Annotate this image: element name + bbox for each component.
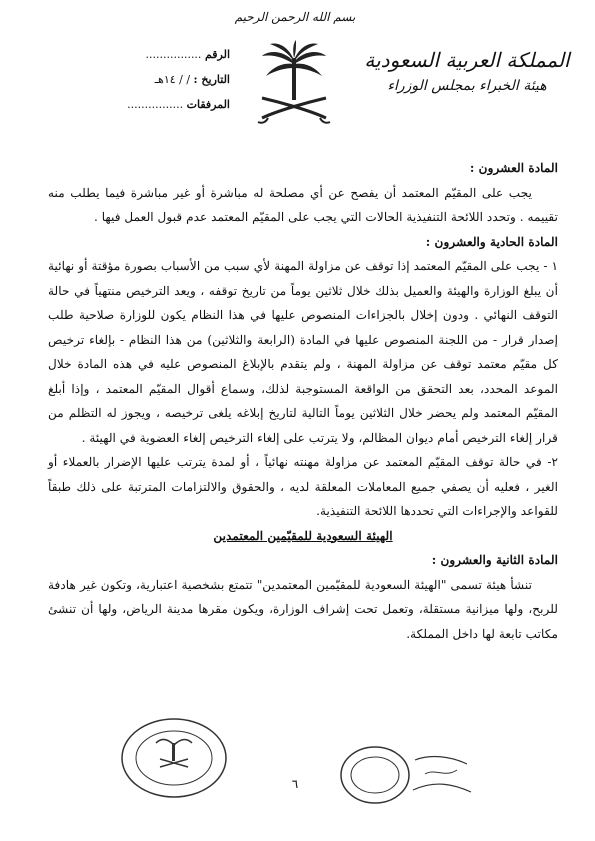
reference-block: الرقم ................ التاريخ : / / ١٤هـ المرفقات ................ xyxy=(127,48,230,111)
document-body xyxy=(48,156,558,646)
saudi-emblem-icon xyxy=(254,40,334,135)
attachments-label: المرفقات xyxy=(186,98,230,111)
article-22-title: المادة الثانية والعشرون : xyxy=(431,553,558,567)
reference-label: الرقم xyxy=(204,48,230,61)
date-label: التاريخ : xyxy=(193,73,230,86)
article-22-text: تنشأ هيئة تسمى "الهيئة السعودية للمقيّمين المعتمدين" تتمتع بشخصية اعتبارية، وتكون غير هادفة للربح، ولها ميزانية مستقلة، وتعمل تحت إشراف الوزارة، ويكون مقرها مدينة الرياض، ولها أن تنشئ مكاتب تابعة لها داخل المملكة. xyxy=(48,577,558,641)
article-21-item-1: ١ - يجب على المقيّم المعتمد إذا توقف عن مزاولة المهنة لأي سبب من الأسباب بصورة مؤقتة أو نهائية أن يبلغ الوزارة والهيئة والعميل بذلك خلال ثلاثين يوماً من تاريخ توقفه ، ويعد الترخيص منتهياً في حالة التوقف النهائي . ودون إخلال بالجزاءات المنصوص عليها في هذا النظام يكون للوزارة صلاحية طلب إصدار قرار - من اللجنة المنصوص عليها في المادة (الرابعة والثلاثين) من هذا النظام - بإلغاء ترخيص كل مقيّم معتمد توقف عن مزاولة المهنة ، ولم يتقدم بالإبلاغ المنصوص عليه في هذه المادة خلال الموعد المحدد، بعد التحقق من الواقعة المستوجبة لذلك، وسماع أقوال المقيّم المعتمد ، وإذا أبلغ المقيّم المعتمد ولم يحضر خلال الثلاثين يوماً التالية لتاريخ إبلاغه يلغى ترخيصه ، ويجوز له التظلم من قرار إلغاء الترخيص أمام ديوان المظالم، ولا يترتب على إلغاء الترخيص إلغاء العضوية في الهيئة . xyxy=(48,259,558,445)
article-20-title: المادة العشرون : xyxy=(469,161,558,175)
agency-name: هيئة الخبراء بمجلس الوزراء xyxy=(387,78,547,94)
letterhead-right xyxy=(362,48,572,94)
basmala: بسم الله الرحمن الرحيم xyxy=(234,10,356,24)
date-value: / / ١٤هـ xyxy=(154,73,191,86)
article-20-text: يجب على المقيّم المعتمد أن يفصح عن أي مصلحة له مباشرة أو غير مباشرة فيما يطلب منه تقييمه . وتحدد اللائحة التنفيذية الحالات التي يجب على المقيّم المعتمد عدم قبول العمل فيها . xyxy=(48,185,558,224)
article-21-item-2: ٢- في حالة توقف المقيّم المعتمد عن مزاولة مهنته نهائياً ، أو لمدة يترتب عليها الإضرار بالعملاء أو الغير ، فعليه أن يصفي جميع المعاملات المعلقة لديه ، والحقوق والالتزامات المترتبة على ذلك طبقاً للقواعد والإجراءات التي تحددها اللائحة التنفيذية. xyxy=(48,455,558,518)
kingdom-name: المملكة العربية السعودية xyxy=(364,48,570,72)
article-21-title: المادة الحادية والعشرون : xyxy=(425,234,558,249)
official-stamp-left xyxy=(120,717,228,799)
official-stamp-right xyxy=(335,740,475,810)
page-number: ٦ xyxy=(291,777,299,791)
section-title: الهيئة السعودية للمقيّمين المعتمدين xyxy=(213,528,393,543)
